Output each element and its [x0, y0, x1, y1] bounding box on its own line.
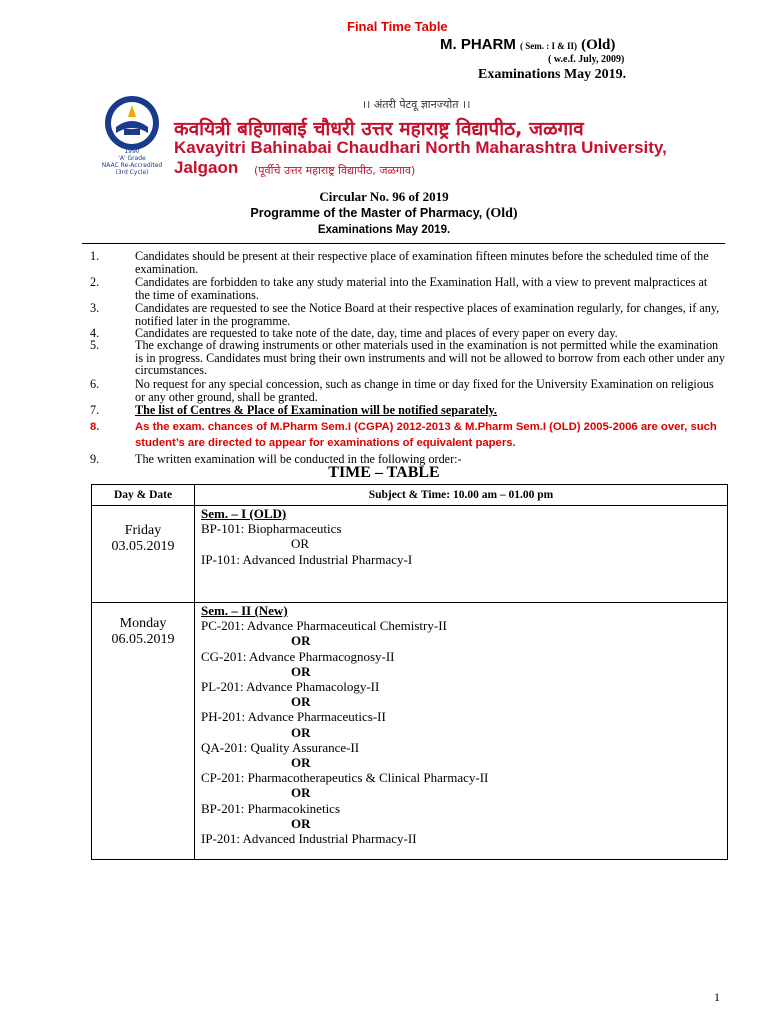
university-motto: ।। अंतरी पेटवू ज्ञानज्योत ।। — [362, 98, 471, 111]
instruction-number: 2. — [90, 275, 100, 289]
programme-old-tag: (Old) — [485, 206, 518, 221]
day: Monday — [119, 616, 167, 631]
paper: IP-101: Advanced Industrial Pharmacy-I — [201, 551, 413, 567]
logo-cycle: (3rd Cycle) — [115, 169, 149, 176]
paper: BP-101: Biopharmaceutics — [201, 521, 342, 537]
instruction-text: Candidates are requested to take note of the date, day, time and places of every paper on every day. — [135, 326, 618, 340]
column-header-day: Day & Date — [92, 485, 195, 506]
instruction-text: No request for any special concession, such as change in time or day fixed for the University Examination on religious or any other ground, shall be granted. — [135, 377, 714, 404]
semester-heading: Sem. – II (New) — [201, 603, 288, 618]
university-former-name: (पूर्वीचे उत्तर महाराष्ट्र विद्यापीठ, जळगाव) — [254, 164, 416, 177]
subject-cell — [195, 603, 728, 860]
semester-note: ( Sem. : I & II) — [520, 41, 577, 51]
university-logo-icon — [94, 93, 170, 181]
paper: IP-201: Advanced Industrial Pharmacy-II — [201, 831, 417, 847]
instruction-text: The written examination will be conducted in the following order:- — [135, 452, 462, 466]
paper: PL-201: Advance Phamacology-II — [201, 679, 380, 695]
programme-name: Programme of the Master of Pharmacy, — [250, 206, 483, 220]
timetable — [91, 484, 728, 860]
logo-naac: NAAC Re-Accredited — [101, 162, 163, 169]
divider — [82, 243, 725, 244]
instruction-number: 3. — [90, 301, 100, 315]
instruction-number: 6. — [90, 377, 100, 391]
university-banner — [94, 93, 702, 181]
logo-grade: 'A' Grade — [118, 155, 146, 162]
university-name-english: Kavayitri Bahinabai Chaudhari North Maharashtra University, Jalgaon — [174, 138, 667, 177]
instruction-number: 4. — [90, 326, 100, 340]
or-separator: OR — [291, 724, 311, 740]
instruction-text: Candidates should be present at their respective place of examination fifteen minutes before the scheduled time of the examination. — [135, 249, 709, 276]
instruction-number: 7. — [90, 403, 100, 417]
subject-cell — [195, 506, 728, 603]
instruction-text: As the exam. chances of M.Pharm Sem.I (CGPA) 2012-2013 & M.Pharm Sem.I (OLD) 2005-2006 are over, such student’s are directed to appear for examinations of equivalent papers. — [135, 421, 717, 449]
instruction-number: 9. — [90, 452, 100, 466]
paper: QA-201: Quality Assurance-II — [201, 739, 360, 755]
table-row — [92, 506, 728, 603]
course-name: M. PHARM — [440, 36, 516, 53]
or-separator: OR — [291, 633, 311, 649]
instruction-text: Candidates are requested to see the Notice Board at their respective places of examination regularly, for changes, if any, notified later in the programme. — [135, 301, 720, 328]
exam-session: Examinations May 2019. — [478, 67, 627, 82]
circular-number: Circular No. 96 of 2019 — [319, 189, 449, 204]
day-date-cell — [92, 506, 195, 603]
table-row — [92, 603, 728, 860]
instruction-number: 5. — [90, 338, 100, 352]
table-header-row — [92, 485, 728, 506]
instruction-text: Candidates are forbidden to take any study material into the Examination Hall, with a view to prevent malpractices at the time of examinations. — [135, 275, 708, 302]
date: 06.05.2019 — [111, 632, 175, 647]
logo-year: 1990 — [124, 148, 140, 155]
timetable-title: TIME – TABLE — [328, 464, 440, 481]
paper: BP-201: Pharmacokinetics — [201, 800, 341, 816]
wef-note: ( w.e.f. July, 2009) — [548, 54, 625, 65]
or-separator: OR — [291, 663, 311, 679]
instruction-text: The exchange of drawing instruments or other materials used in the examination is not permitted while the examination is in progress. Candidates must bring their own instruments and will not be allowed to borrow from each other under any circumstances. — [135, 338, 725, 377]
instruction-text: The list of Centres & Place of Examination will be notified separately. — [135, 403, 497, 417]
page-number: 1 — [714, 990, 720, 1004]
or-separator: OR — [291, 755, 311, 771]
circular-exam-session: Examinations May 2019. — [317, 224, 451, 236]
instruction-number: 8. — [90, 421, 100, 433]
day: Friday — [124, 523, 162, 538]
course-heading — [440, 36, 615, 54]
final-time-table-label: Final Time Table — [347, 19, 448, 34]
paper: PC-201: Advance Pharmaceutical Chemistry-II — [201, 618, 447, 634]
or-separator: OR — [291, 785, 311, 801]
or-separator: OR — [291, 815, 311, 831]
paper: CP-201: Pharmacotherapeutics & Clinical Pharmacy-II — [201, 770, 489, 786]
old-tag: (Old) — [581, 37, 616, 53]
semester-heading: Sem. – I (OLD) — [201, 506, 287, 521]
date: 03.05.2019 — [111, 539, 175, 554]
column-header-subject: Subject & Time: 10.00 am – 01.00 pm — [195, 485, 728, 506]
programme-title — [0, 206, 768, 222]
paper: CG-201: Advance Pharmacognosy-II — [201, 648, 395, 664]
or-separator: OR — [291, 536, 310, 552]
university-name-marathi: कवयित्री बहिणाबाई चौधरी उत्तर महाराष्ट्र विद्यापीठ, जळगाव — [174, 118, 584, 140]
instruction-number: 1. — [90, 249, 100, 263]
paper: PH-201: Advance Pharmaceutics-II — [201, 709, 386, 725]
day-date-cell — [92, 603, 195, 860]
or-separator: OR — [291, 694, 311, 710]
